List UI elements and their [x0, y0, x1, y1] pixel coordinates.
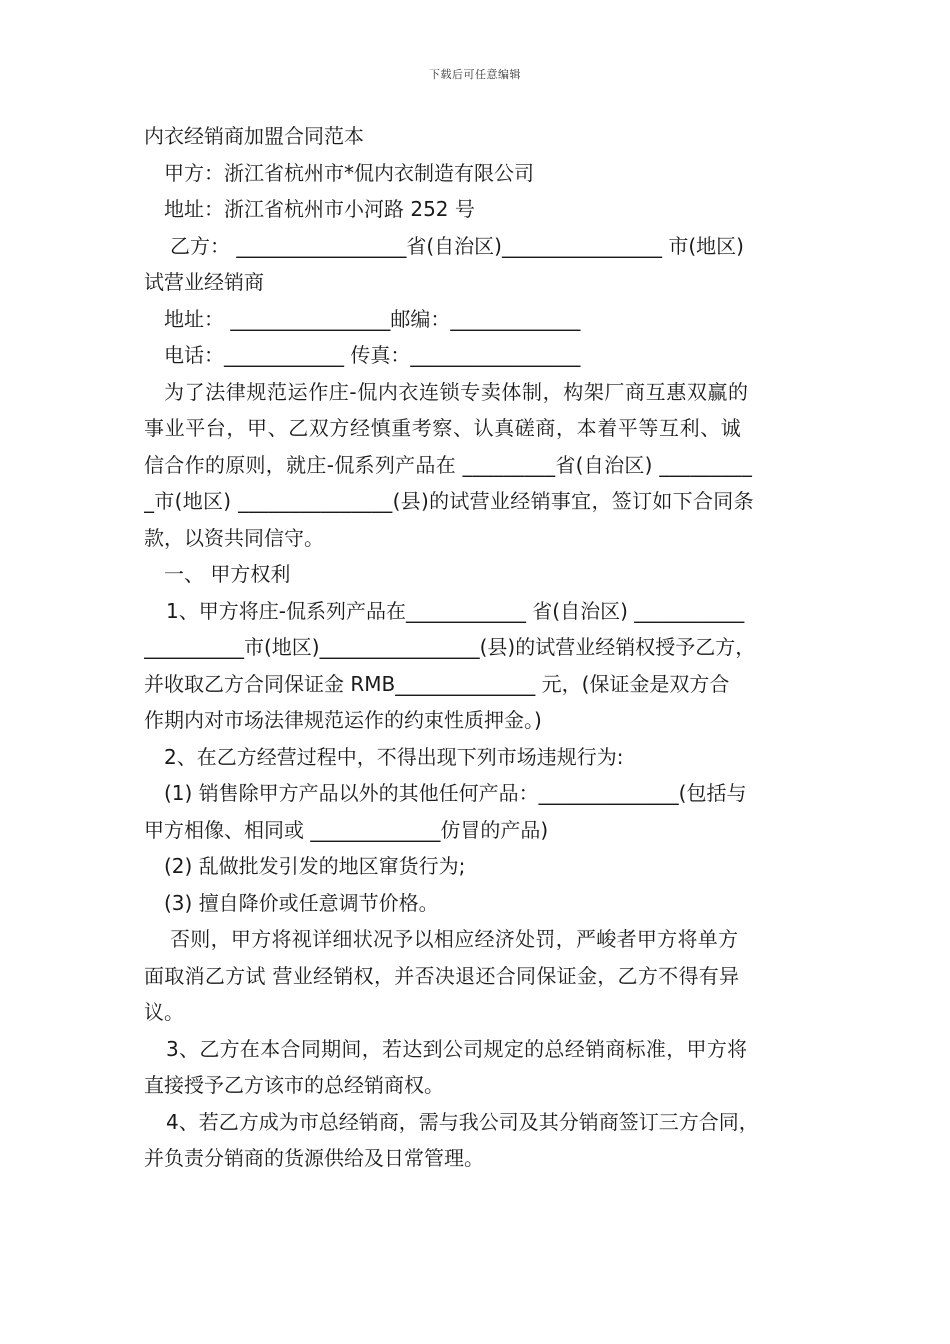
preamble-line: 事业平台，甲、乙双方经慎重考察、认真磋商，本着平等互利、诚 [144, 416, 742, 440]
clause-4-line: 并负责分销商的货源供给及日常管理。 [144, 1146, 484, 1170]
clause-2-item-1: (1) 销售除甲方产品以外的其他任何产品：______________(包括与 [164, 781, 747, 805]
clause-1-line: 1、甲方将庄-侃系列产品在____________ 省(自治区) ___________ [166, 598, 745, 623]
clause-2-item-2: (2) 乱做批发引发的地区窜货行为; [164, 854, 466, 878]
preamble-line: 为了法律规范运作庄-侃内衣连锁专卖体制，构架厂商互惠双赢的 [164, 379, 749, 404]
clause-2-item-3: (3) 擅自降价或任意调节价格。 [164, 890, 439, 915]
clause-2-line: 2、在乙方经营过程中，不得出现下列市场违规行为: [164, 744, 624, 769]
clause-1-line: __________市(地区)________________(县)的试营业经销权授予乙方， [144, 635, 756, 659]
preamble-line: 款，以资共同信守。 [144, 525, 324, 550]
party-b-role: 试营业经销商 [144, 270, 264, 294]
clause-2-item-1: 甲方相像、相同或 _____________仿冒的产品) [144, 817, 549, 842]
clause-1-line: 作期内对市场法律规范运作的约束性质押金。) [144, 708, 542, 732]
party-b-phone-fax: 电话：____________ 传真：_________________ [164, 343, 581, 367]
penalty-line: 议。 [144, 1000, 184, 1024]
party-a-name: 甲方：浙江省杭州市*侃内衣制造有限公司 [164, 160, 534, 185]
preamble-line: _市(地区) _______________(县)的试营业经销事宜，签订如下合同条 [144, 489, 754, 513]
penalty-line: 面取消乙方试 营业经销权，并否决退还合同保证金，乙方不得有异 [144, 963, 740, 988]
contract-title: 内衣经销商加盟合同范本 [144, 124, 364, 148]
contract-body [144, 118, 814, 1177]
preamble-line: 信合作的原则，就庄-侃系列产品在 _________省(自治区) _________ [144, 452, 753, 477]
party-b-location: 乙方： _________________省(自治区)________________ 市(地区) [170, 233, 744, 258]
party-b-address: 地址： ________________邮编：_____________ [164, 306, 581, 331]
clause-4-line: 4、若乙方成为市总经销商，需与我公司及其分销商签订三方合同， [166, 1109, 759, 1134]
penalty-line: 否则，甲方将视详细状况予以相应经济处罚，严峻者甲方将单方 [170, 927, 739, 951]
party-a-address: 地址：浙江省杭州市小河路 252 号 [164, 197, 475, 221]
section-heading-party-a-rights: 一、 甲方权利 [164, 562, 291, 586]
page-header-note: 下载后可任意编辑 [429, 68, 521, 81]
clause-3-line: 直接授予乙方该市的总经销商权。 [144, 1073, 444, 1097]
clause-3-line: 3、乙方在本合同期间，若达到公司规定的总经销商标准，甲方将 [166, 1036, 748, 1061]
clause-1-line: 并收取乙方合同保证金 RMB______________ 元，(保证金是双方合 [144, 671, 730, 696]
